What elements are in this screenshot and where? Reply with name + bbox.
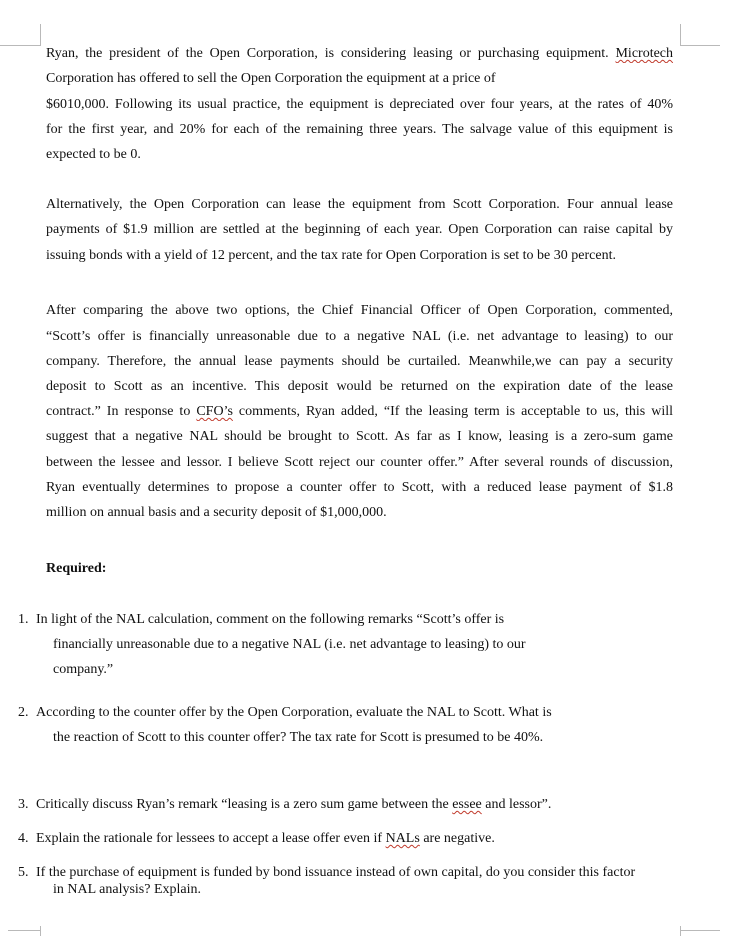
paragraph-1-line-3: $6010,000. Following its usual practice, the equipment is depreciated over four years, at the rates of 40%: [46, 97, 673, 112]
paragraph-3-line-8: Ryan eventually determines to propose a counter offer to Scott, with a reduced lease payment of $1.8: [46, 480, 673, 495]
question-2-line-1: According to the counter offer by the Open Corporation, evaluate the NAL to Scott. What is: [36, 705, 552, 720]
paragraph-2-line-1: Alternatively, the Open Corporation can lease the equipment from Scott Corporation. Four annual lease: [46, 197, 673, 212]
spellcheck-word: NALs: [385, 831, 420, 846]
spellcheck-word: CFO’s: [196, 404, 233, 419]
paragraph-3-line-5: contract.” In response to CFO’s comments, Ryan added, “If the leasing term is acceptable to us, this will: [46, 404, 673, 419]
question-1-line-3: company.”: [53, 662, 114, 677]
paragraph-3-line-1: After comparing the above two options, the Chief Financial Officer of Open Corporation, commented,: [46, 303, 673, 318]
spellcheck-word: Microtech: [615, 46, 673, 61]
paragraph-3-line-2: “Scott’s offer is financially unreasonable due to a negative NAL (i.e. net advantage to leasing) to our: [46, 329, 673, 344]
paragraph-3-line-7: between the lessee and lessor. I believe Scott reject our counter offer.” After several rounds of discussion,: [46, 455, 673, 470]
paragraph-3-line-4: deposit to Scott as an incentive. This deposit would be returned on the expiration date of the lease: [46, 379, 673, 394]
question-5-line-1: If the purchase of equipment is funded by bond issuance instead of own capital, do you consider this factor: [36, 865, 636, 880]
paragraph-2-line-2: payments of $1.9 million are settled at the beginning of each year. Open Corporation can raise capital by: [46, 222, 673, 237]
question-5-line-2: in NAL analysis? Explain.: [53, 882, 202, 897]
paragraph-2-line-3: issuing bonds with a yield of 12 percent, and the tax rate for Open Corporation is set to be 30 percent.: [46, 248, 616, 263]
paragraph-1-line-4: for the first year, and 20% for each of the remaining three years. The salvage value of this equipment is: [46, 122, 673, 137]
question-1-number: 1.: [18, 612, 29, 627]
question-1-line-1: In light of the NAL calculation, comment on the following remarks “Scott’s offer is: [36, 612, 505, 627]
question-2-number: 2.: [18, 705, 29, 720]
paragraph-3-line-6: suggest that a negative NAL should be brought to Scott. As far as I know, leasing is a zero-sum game: [46, 429, 673, 444]
paragraph-1-line-2: Corporation has offered to sell the Open Corporation the equipment at a price of: [46, 71, 496, 86]
paragraph-3-line-9: million on annual basis and a security deposit of $1,000,000.: [46, 505, 387, 520]
question-2-line-2: the reaction of Scott to this counter offer? The tax rate for Scott is presumed to be 40%.: [53, 730, 544, 745]
spellcheck-word: essee: [452, 797, 482, 812]
question-3-number: 3.: [18, 797, 29, 812]
paragraph-3-line-3: company. Therefore, the annual lease payments should be curtailed. Meanwhile,we can pay a security: [46, 354, 673, 369]
paragraph-1-line-1: Ryan, the president of the Open Corporation, is considering leasing or purchasing equipment. Microtech: [46, 46, 673, 61]
required-heading: Required:: [46, 561, 107, 576]
question-1-line-2: financially unreasonable due to a negative NAL (i.e. net advantage to leasing) to our: [53, 637, 526, 652]
paragraph-1-line-5: expected to be 0.: [46, 147, 141, 162]
question-5-number: 5.: [18, 865, 29, 880]
question-4-number: 4.: [18, 831, 29, 846]
question-3-line-1: Critically discuss Ryan’s remark “leasing is a zero sum game between the essee and lessor”.: [36, 797, 552, 812]
question-4-line-1: Explain the rationale for lessees to accept a lease offer even if NALs are negative.: [36, 831, 495, 846]
